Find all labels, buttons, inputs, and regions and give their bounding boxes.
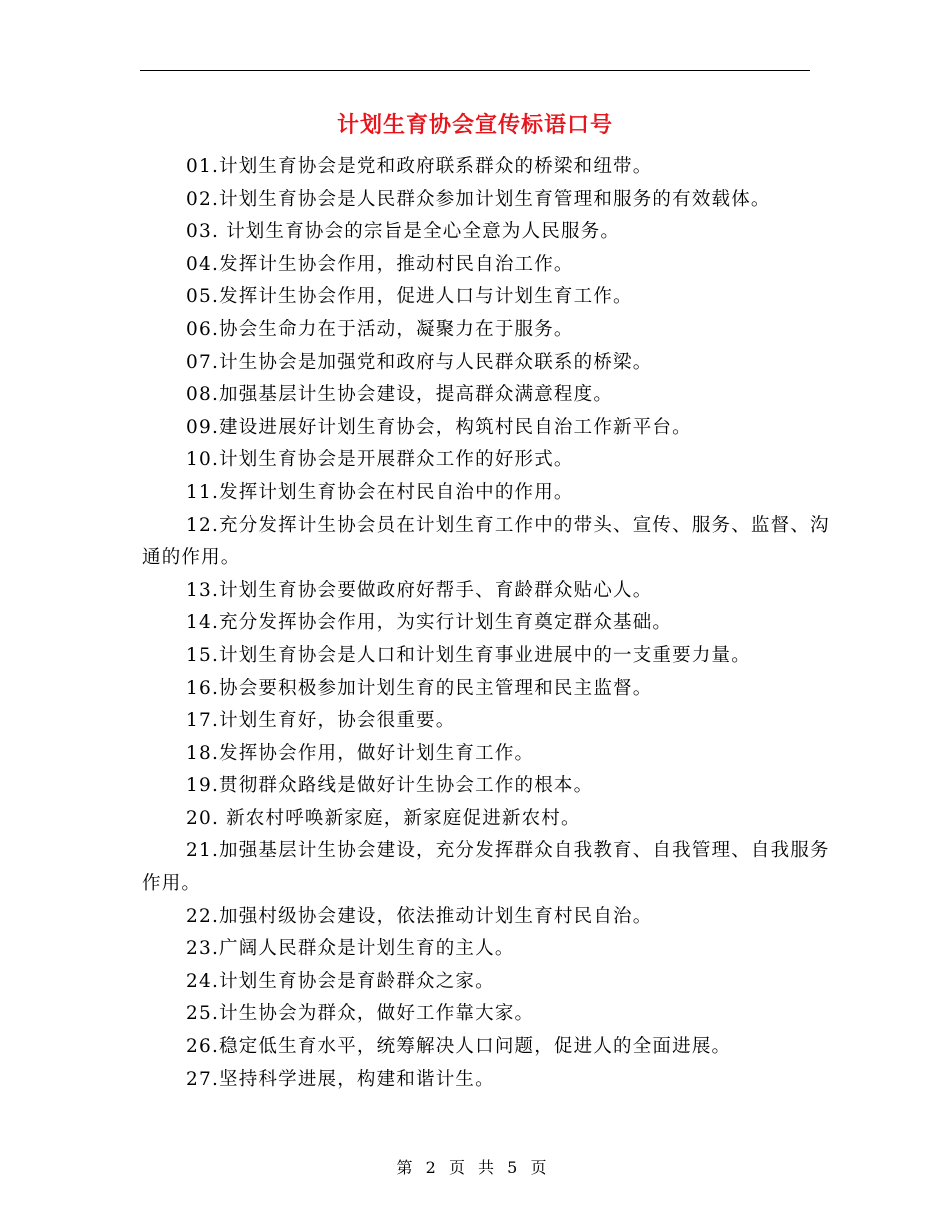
item-number: 09. xyxy=(186,416,220,438)
document-title: 计划生育协会宣传标语口号 xyxy=(336,112,613,138)
item-text: 加强基层计生协会建设，充分发挥群众自我教育、自我管理、自我服务作用。 xyxy=(142,840,830,895)
item-text: 发挥计划生育协会在村民自治中的作用。 xyxy=(219,481,574,503)
item-number: 25. xyxy=(186,1003,220,1025)
list-item xyxy=(142,705,832,738)
item-text: 加强村级协会建设，依法推动计划生育村民自治。 xyxy=(219,905,653,927)
list-item xyxy=(142,379,832,412)
item-text: 计划生育好，协会很重要。 xyxy=(219,710,456,732)
item-number: 18. xyxy=(186,742,220,764)
item-text: 充分发挥协会作用，为实行计划生育奠定群众基础。 xyxy=(219,612,673,634)
footer-suffix: 页 xyxy=(530,1158,548,1177)
list-item xyxy=(142,998,832,1031)
list-item xyxy=(142,770,832,803)
list-item xyxy=(142,1064,832,1097)
item-number: 01. xyxy=(186,156,220,177)
item-text: 坚持科学进展，构建和谐计生。 xyxy=(219,1068,495,1090)
list-item xyxy=(142,314,832,347)
item-text: 加强基层计生协会建设，提高群众满意程度。 xyxy=(219,384,614,406)
total-pages-number: 5 xyxy=(507,1158,519,1177)
item-text: 发挥协会作用，做好计划生育工作。 xyxy=(219,742,535,764)
item-number: 15. xyxy=(186,644,220,666)
item-number: 06. xyxy=(186,318,220,340)
footer-prefix: 第 xyxy=(396,1158,414,1177)
list-item xyxy=(142,673,832,706)
item-number: 11. xyxy=(186,481,220,503)
list-item xyxy=(142,803,832,836)
item-number: 10. xyxy=(186,449,220,471)
header-rule xyxy=(140,70,810,71)
item-number: 12. xyxy=(186,514,220,536)
item-text: 发挥计生协会作用，推动村民自治工作。 xyxy=(219,253,574,275)
item-number: 17. xyxy=(186,710,220,732)
item-text: 计划生育协会是人口和计划生育事业进展中的一支重要力量。 xyxy=(219,644,751,666)
list-item xyxy=(142,510,832,575)
list-item xyxy=(142,412,832,445)
item-number: 24. xyxy=(186,970,220,992)
item-text: 计划生育协会是育龄群众之家。 xyxy=(219,970,495,992)
list-item xyxy=(142,184,832,217)
item-text: 计划生育协会的宗旨是全心全意为人民服务。 xyxy=(226,221,621,243)
item-number: 26. xyxy=(186,1036,220,1058)
list-item xyxy=(142,281,832,314)
list-item xyxy=(142,933,832,966)
item-text: 稳定低生育水平，统筹解决人口问题，促进人的全面进展。 xyxy=(219,1036,732,1058)
item-number: 19. xyxy=(186,775,220,797)
list-item xyxy=(142,477,832,510)
item-number: 08. xyxy=(186,384,220,406)
list-item xyxy=(142,347,832,380)
list-item xyxy=(142,607,832,640)
list-item xyxy=(142,640,832,673)
item-number: 22. xyxy=(186,905,220,927)
item-text: 计划生育协会要做政府好帮手、育龄群众贴心人。 xyxy=(219,579,653,601)
current-page-number: 2 xyxy=(425,1158,437,1177)
list-item xyxy=(142,966,832,999)
item-text: 建设进展好计划生育协会，构筑村民自治工作新平台。 xyxy=(219,416,692,438)
footer-total-label: 共 xyxy=(478,1158,496,1177)
item-text: 充分发挥计生协会员在计划生育工作中的带头、宣传、服务、监督、沟通的作用。 xyxy=(142,514,830,569)
item-text: 贯彻群众路线是做好计生协会工作的根本。 xyxy=(219,775,594,797)
item-text: 协会生命力在于活动，凝聚力在于服务。 xyxy=(219,318,574,340)
item-number: 21. xyxy=(186,840,220,862)
list-item xyxy=(142,216,832,249)
list-item xyxy=(142,901,832,934)
item-text: 计划生育协会是党和政府联系群众的桥梁和纽带。 xyxy=(219,156,653,177)
list-item xyxy=(142,1031,832,1064)
list-item xyxy=(142,249,832,282)
list-item xyxy=(142,738,832,771)
item-text: 协会要积极参加计划生育的民主管理和民主监督。 xyxy=(219,677,653,699)
item-text: 广阔人民群众是计划生育的主人。 xyxy=(219,938,515,960)
item-number: 03. xyxy=(186,221,227,243)
item-number: 16. xyxy=(186,677,220,699)
list-item xyxy=(142,444,832,477)
list-item xyxy=(142,575,832,608)
list-item xyxy=(142,835,832,900)
item-number: 04. xyxy=(186,253,220,275)
item-text: 发挥计生协会作用，促进人口与计划生育工作。 xyxy=(219,286,633,308)
item-text: 计划生育协会是人民群众参加计划生育管理和服务的有效载体。 xyxy=(219,188,771,210)
item-number: 23. xyxy=(186,938,220,960)
item-number: 02. xyxy=(186,188,220,210)
item-number: 07. xyxy=(186,351,220,373)
item-number: 05. xyxy=(186,286,220,308)
item-text: 计划生育协会是开展群众工作的好形式。 xyxy=(219,449,574,471)
item-number: 27. xyxy=(186,1068,220,1090)
item-text: 新农村呼唤新家庭，新家庭促进新农村。 xyxy=(226,807,581,829)
footer-page-unit: 页 xyxy=(448,1158,466,1177)
item-number: 13. xyxy=(186,579,220,601)
slogan-list xyxy=(142,151,832,1096)
list-item xyxy=(142,151,832,184)
item-number: 20. xyxy=(186,807,227,829)
item-text: 计生协会是加强党和政府与人民群众联系的桥梁。 xyxy=(219,351,653,373)
item-number: 14. xyxy=(186,612,220,634)
item-text: 计生协会为群众，做好工作靠大家。 xyxy=(219,1003,535,1025)
page-footer xyxy=(0,1155,950,1178)
